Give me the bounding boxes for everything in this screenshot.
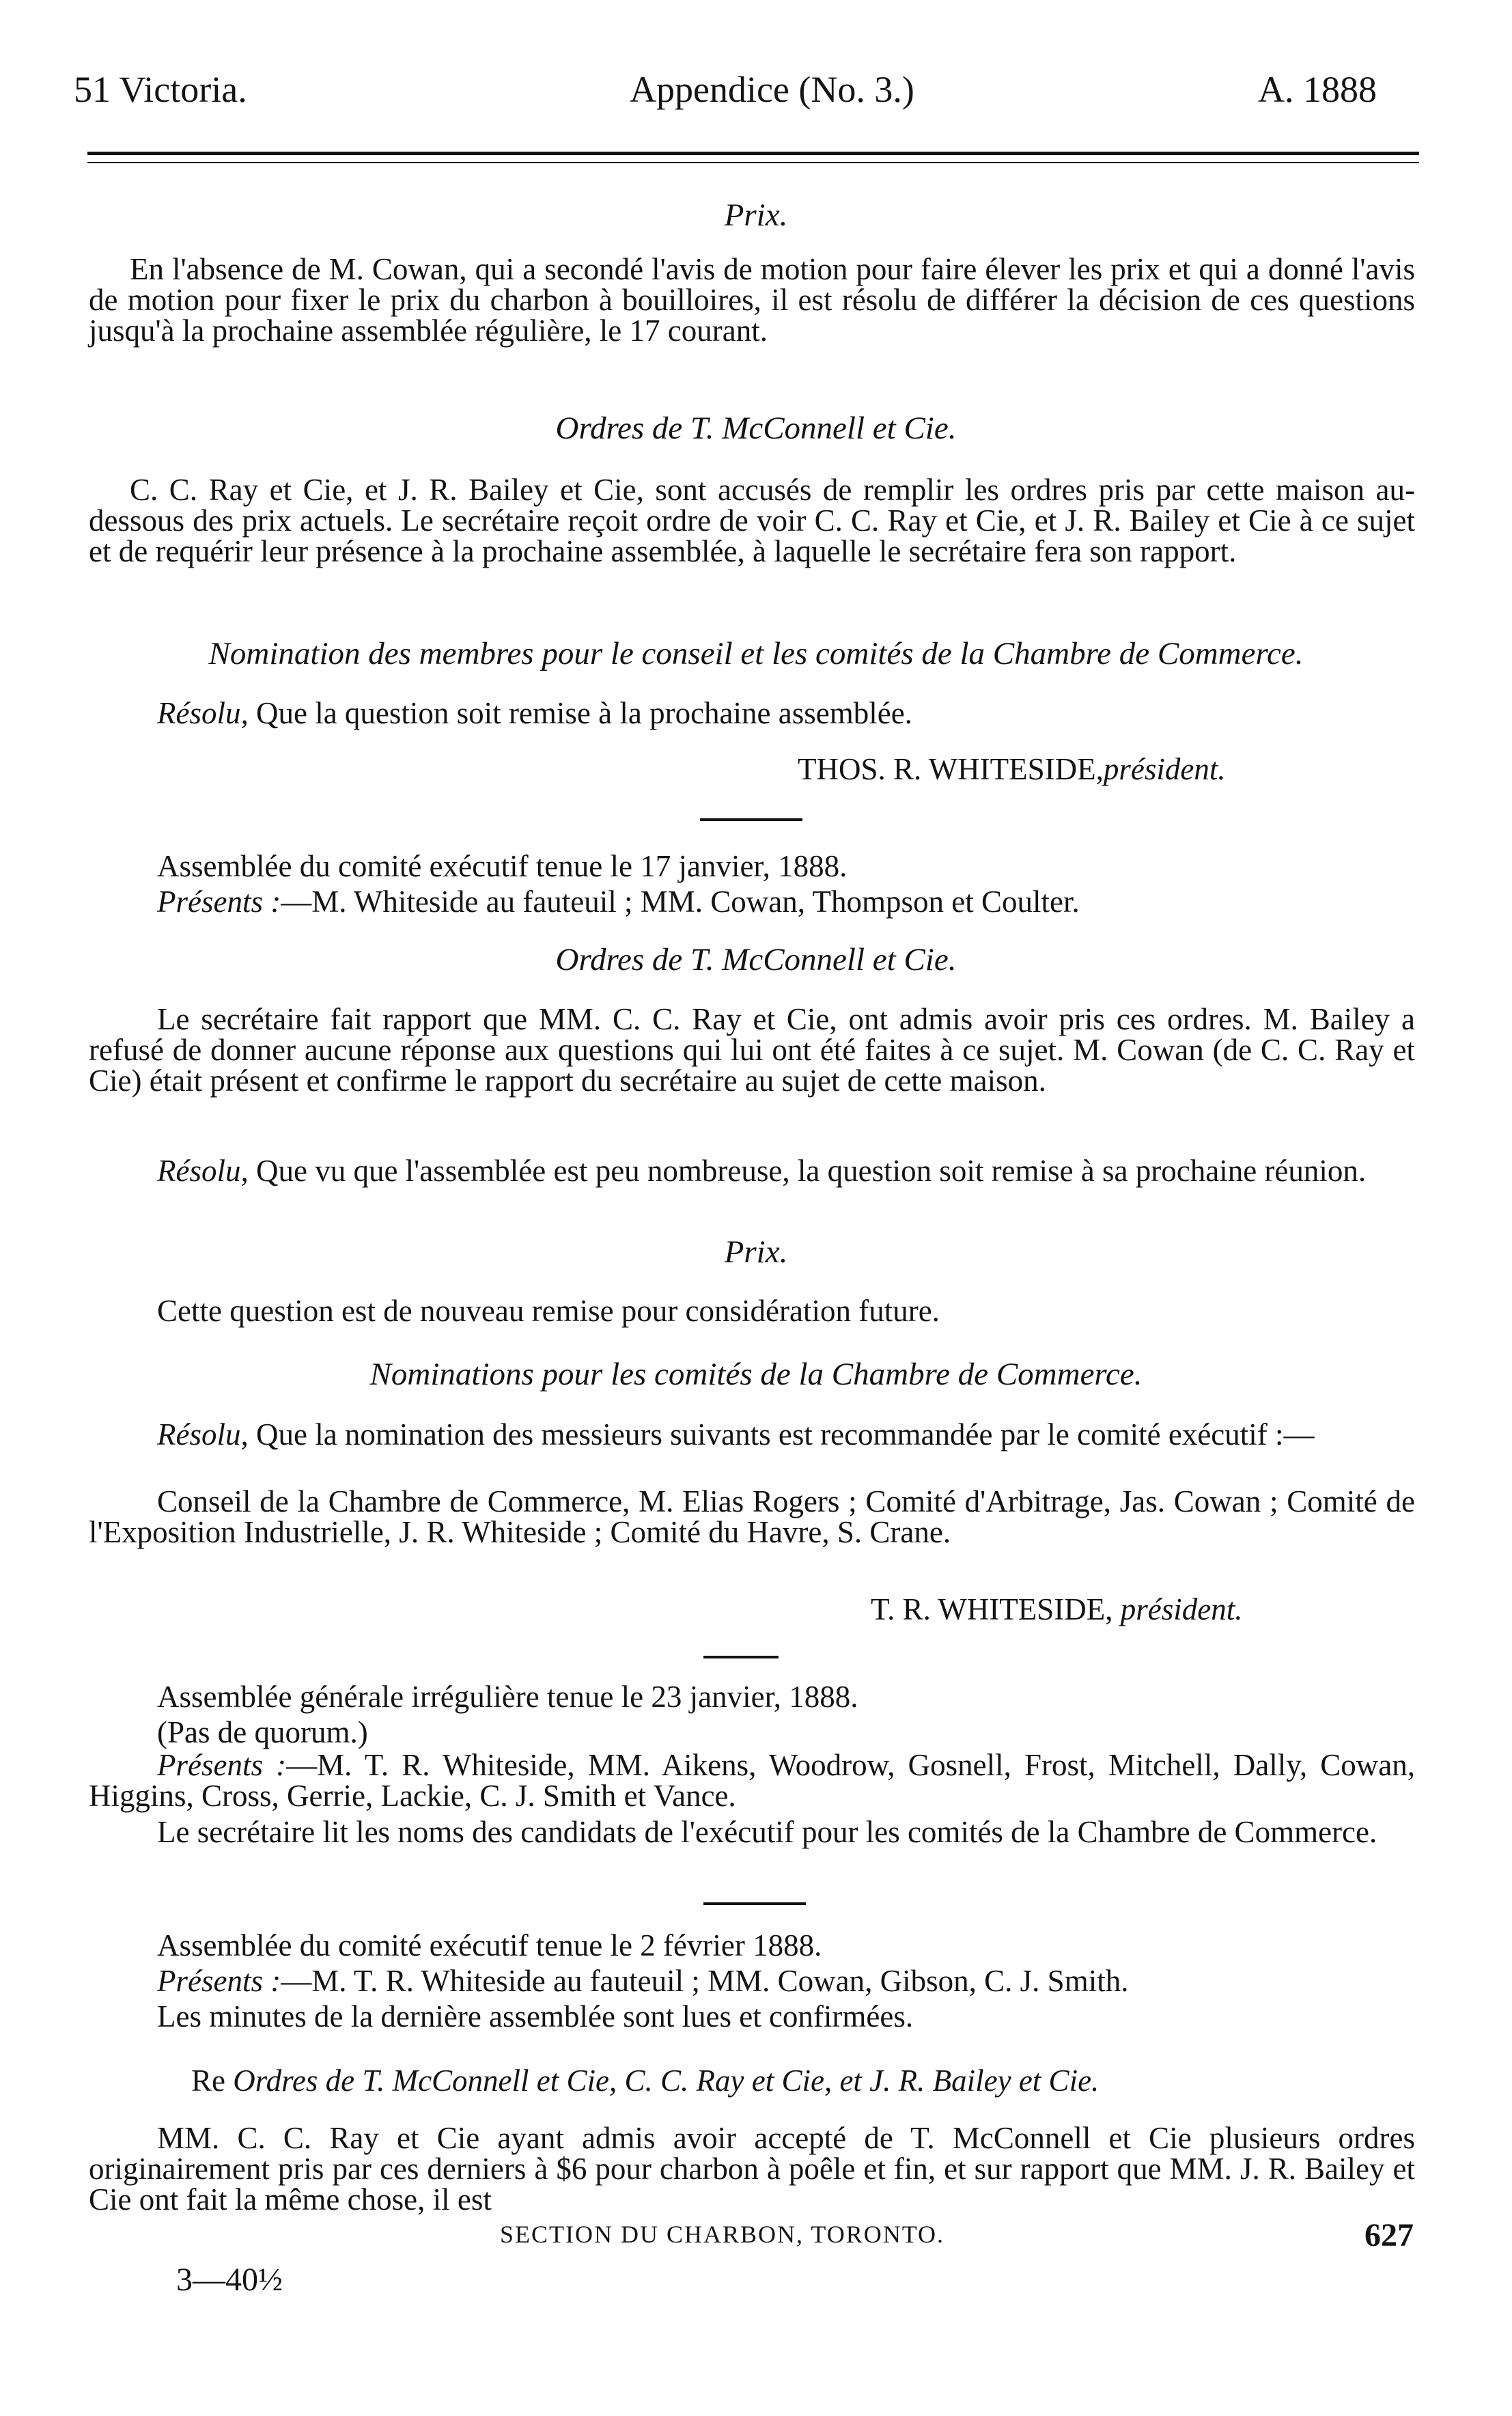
signature-name: THOS. R. WHITESIDE, <box>798 752 1104 786</box>
section-title-ordres: Ordres de T. McConnell et Cie. <box>555 411 957 446</box>
signature-first <box>798 751 1226 787</box>
paragraph-candidats: Le secrétaire lit les noms des candidats de l'exécutif pour les comités de la Chambre de Commerce. <box>157 1815 1377 1849</box>
presents-label: Présents : <box>157 1964 281 1998</box>
meeting-line-feb2: Assemblée du comité exécutif tenue le 2 février 1888. <box>157 1928 822 1962</box>
resolution-label: Résolu, <box>157 1417 249 1452</box>
paragraph-ordres: C. C. Ray et Cie, et J. R. Bailey et Cie, sont accusés de remplir les ordres pris par cette maison au-dessous des prix actuels. Le secrétaire reçoit ordre de voir C. C. Ray et Cie, et J. R. Bailey et Cie à ce sujet et de requérir leur présence à la prochaine assemblée, à laquelle le secrétaire fera son rapport. <box>89 473 1415 568</box>
presents-jan23 <box>89 1750 1415 1811</box>
footer-running-title: SECTION DU CHARBON, TORONTO. <box>500 2221 945 2248</box>
presents-label: Présents : <box>157 1748 287 1782</box>
signature-second <box>871 1592 1243 1627</box>
signature-name: T. R. WHITESIDE, <box>871 1592 1113 1626</box>
resolution-text: Que la question soit remise à la prochaine assemblée. <box>255 696 912 730</box>
re-heading <box>191 2063 1099 2098</box>
meeting-line-jan17: Assemblée du comité exécutif tenue le 17 janvier, 1888. <box>157 849 848 883</box>
resolution-label: Résolu, <box>157 696 249 730</box>
separator-rule <box>700 818 802 821</box>
presents-text: —M. Whiteside au fauteuil ; MM. Cowan, Thompson et Coulter. <box>281 885 1080 919</box>
header-appendix: Appendice (No. 3.) <box>630 69 914 110</box>
resolution-second <box>89 1156 1415 1186</box>
re-prefix: Re <box>191 2064 225 2098</box>
section-title-prix: Prix. <box>724 197 788 233</box>
resolution-text: Que vu que l'assemblée est peu nombreuse, la question soit remise à sa prochaine réunion. <box>255 1154 1367 1188</box>
presents-text: —M. T. R. Whiteside, MM. Aikens, Woodrow, Gosnell, Frost, Mitchell, Dally, Cowan, Higgins, Cross, Gerrie, Lackie, C. J. Smith et Vance. <box>89 1748 1415 1813</box>
presents-text: —M. T. R. Whiteside au fauteuil ; MM. Cowan, Gibson, C. J. Smith. <box>281 1964 1129 1998</box>
paragraph-prix-second: Cette question est de nouveau remise pour considération future. <box>157 1294 940 1328</box>
page-number: 627 <box>1364 2217 1414 2253</box>
resolution-first <box>157 695 912 731</box>
header-year: A. 1888 <box>1258 69 1377 110</box>
paragraph-prix: En l'absence de M. Cowan, qui a secondé l'avis de motion pour faire élever les prix et qui a donné l'avis de motion pour fixer le prix du charbon à bouilloires, il est résolu de différer la décision de ces questions jusqu'à la prochaine assemblée régulière, le 17 courant. <box>89 252 1415 348</box>
section-title-nominations: Nominations pour les comités de la Chambre de Commerce. <box>369 1357 1143 1392</box>
signature-title: président. <box>1103 752 1226 786</box>
paragraph-ordres-second: Le secrétaire fait rapport que MM. C. C. Ray et Cie, ont admis avoir pris ces ordres. M. Bailey a refusé de donner aucune réponse aux questions qui lui ont été faites à ce sujet. M. Cowan (de C. C. Ray et Cie) était présent et confirme le rapport du secrétaire au sujet de cette maison. <box>89 1002 1415 1098</box>
resolution-label: Résolu, <box>157 1154 249 1188</box>
meeting-line-jan23: Assemblée générale irrégulière tenue le 23 janvier, 1888. <box>157 1680 858 1714</box>
signature-mark: 3—40½ <box>176 2262 283 2298</box>
quorum-note: (Pas de quorum.) <box>157 1715 368 1749</box>
separator-rule <box>703 1656 779 1658</box>
section-title-prix-second: Prix. <box>724 1234 788 1270</box>
presents-feb2 <box>157 1963 1128 1999</box>
resolution-third <box>89 1419 1415 1450</box>
header-volume: 51 Victoria. <box>74 69 247 110</box>
presents-jan17 <box>157 884 1080 919</box>
resolution-text: Que la nomination des messieurs suivants est recommandée par le comité exécutif :— <box>255 1417 1315 1452</box>
separator-rule <box>703 1902 806 1905</box>
re-title: Ordres de T. McConnell et Cie, C. C. Ray et Cie, et J. R. Bailey et Cie. <box>233 2064 1100 2098</box>
signature-title: président. <box>1120 1592 1243 1626</box>
header-rule-thin <box>87 162 1419 163</box>
section-title-ordres-second: Ordres de T. McConnell et Cie. <box>555 942 957 977</box>
minutes-confirmed: Les minutes de la dernière assemblée sont lues et confirmées. <box>157 1999 914 2033</box>
presents-label: Présents : <box>157 885 281 919</box>
section-title-nomination: Nomination des membres pour le conseil et les comités de la Chambre de Commerce. <box>208 636 1304 671</box>
paragraph-final: MM. C. C. Ray et Cie ayant admis avoir accepté de T. McConnell et Cie plusieurs ordres originairement pris par ces derniers à $6 pour charbon à poêle et fin, et sur rapport que MM. J. R. Bailey et Cie ont fait la même chose, il est <box>89 2121 1415 2217</box>
paragraph-conseil: Conseil de la Chambre de Commerce, M. Elias Rogers ; Comité d'Arbitrage, Jas. Cowan ; Comité de l'Exposition Industrielle, J. R. Whiteside ; Comité du Havre, S. Crane. <box>89 1484 1415 1549</box>
header-rule-thick <box>87 152 1419 155</box>
